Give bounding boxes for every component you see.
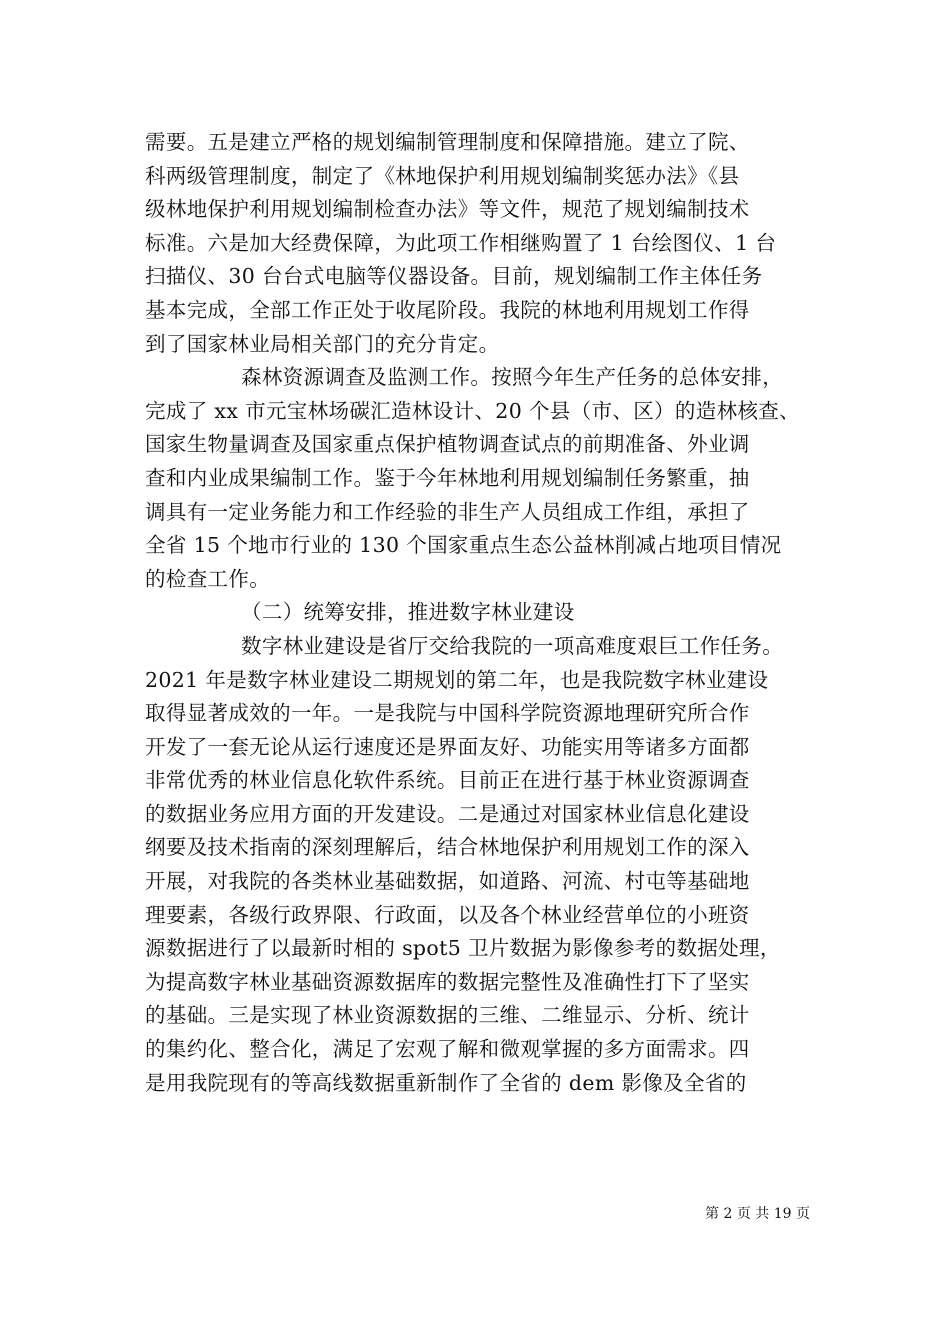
document-body bbox=[145, 126, 810, 1100]
page-number-footer: 第 2 页 共 19 页 bbox=[705, 1206, 810, 1222]
text-line: 开发了一套无论从运行速度还是界面友好、功能实用等诸多方面都 bbox=[145, 734, 750, 759]
text-line: 开展，对我院的各类林业基础数据，如道路、河流、村屯等基础地 bbox=[145, 869, 750, 894]
text-line: 的数据业务应用方面的开发建设。二是通过对国家林业信息化建设 bbox=[145, 801, 750, 826]
paragraph-start-line: 森林资源调查及监测工作。按照今年生产任务的总体安排， bbox=[241, 365, 784, 390]
text-line: 完成了 xx 市元宝林场碳汇造林设计、20 个县（市、区）的造林核查、 bbox=[145, 398, 801, 423]
text-line: 纲要及技术指南的深刻理解后，结合林地保护利用规划工作的深入 bbox=[145, 835, 750, 860]
text-line: 2021 年是数字林业建设二期规划的第二年，也是我院数字林业建设 bbox=[145, 667, 769, 692]
text-line: 查和内业成果编制工作。鉴于今年林地利用规划编制任务繁重，抽 bbox=[145, 465, 750, 490]
text-line: 国家生物量调查及国家重点保护植物调查试点的前期准备、外业调 bbox=[145, 432, 750, 457]
text-line: 的集约化、整合化，满足了宏观了解和微观掌握的多方面需求。四 bbox=[145, 1037, 750, 1062]
text-line: 的基础。三是实现了林业资源数据的三维、二维显示、分析、统计 bbox=[145, 1003, 750, 1028]
text-line: 调具有一定业务能力和工作经验的非生产人员组成工作组，承担了 bbox=[145, 499, 750, 524]
text-line: 需要。五是建立严格的规划编制管理制度和保障措施。建立了院、 bbox=[145, 130, 750, 154]
text-line: 取得显著成效的一年。一是我院与中国科学院资源地理研究所合作 bbox=[145, 701, 750, 726]
text-line: 为提高数字林业基础资源数据库的数据完整性及准确性打下了坚实 bbox=[145, 969, 750, 994]
text-line: 的检查工作。 bbox=[145, 566, 271, 591]
text-line: 非常优秀的林业信息化软件系统。目前正在进行基于林业资源调查 bbox=[145, 768, 750, 793]
text-line: 理要素，各级行政界限、行政面，以及各个林业经营单位的小班资 bbox=[145, 902, 750, 927]
text-line: 级林地保护利用规划编制检查办法》等文件，规范了规划编制技术 bbox=[145, 197, 750, 222]
text-line: 扫描仪、30 台台式电脑等仪器设备。目前，规划编制工作主体任务 bbox=[145, 264, 763, 289]
text-line: 基本完成，全部工作正处于收尾阶段。我院的林地利用规划工作得 bbox=[145, 297, 750, 322]
section-heading: （二）统筹安排，推进数字林业建设 bbox=[241, 600, 575, 625]
text-line: 全省 15 个地市行业的 130 个国家重点生态公益林削减占地项目情况 bbox=[145, 533, 782, 558]
text-line: 到了国家林业局相关部门的充分肯定。 bbox=[145, 331, 500, 356]
text-line: 源数据进行了以最新时相的 spot5 卫片数据为影像参考的数据处理， bbox=[145, 936, 781, 961]
text-line: 标准。六是加大经费保障，为此项工作相继购置了 1 台绘图仪、1 台 bbox=[145, 230, 777, 255]
text-line: 科两级管理制度，制定了《林地保护利用规划编制奖惩办法》《县 bbox=[145, 163, 740, 188]
paragraph-start-line: 数字林业建设是省厅交给我院的一项高难度艰巨工作任务。 bbox=[241, 633, 784, 658]
text-line: 是用我院现有的等高线数据重新制作了全省的 dem 影像及全省的 bbox=[145, 1070, 747, 1095]
